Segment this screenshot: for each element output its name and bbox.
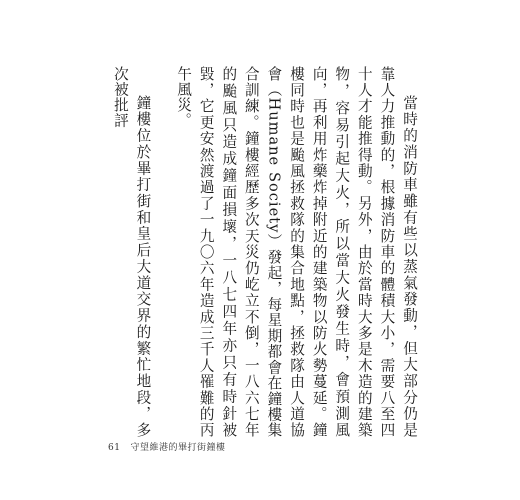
- page-number: 61: [108, 443, 121, 453]
- paragraph-clock-tower-location: 鐘樓位於畢打街和皇后大道交界的繁忙地段，多次被批評: [111, 66, 152, 438]
- running-title: 守望維港的畢打街鐘樓: [130, 443, 226, 453]
- page-footer: [108, 440, 225, 453]
- vertical-text-body: [108, 66, 420, 438]
- paragraph-fire-engines-and-clock-tower: 當時的消防車雖有些以蒸氣發動，但大部分仍是靠人力推動的，根據消防車的體積大小，需要八至四十人才能推得動。另外，由於當時大多是木造的建築物，容易引起大火，所以當大火發生時，會預測風向，再利用炸藥炸掉附近的建築物以防火勢蔓延。鐘樓同時也是颱風拯救隊的集合地點，拯救隊由人道協會（Humane Society）發起，每星期都會在鐘樓集合訓練。鐘樓經歷多次天災仍屹立不倒，一八六七年的颱風只造成鐘面損壞，一八七四年亦只有時針被毀，它更安然渡過了一九〇六年造成三千人罹難的丙午風災。: [175, 66, 418, 438]
